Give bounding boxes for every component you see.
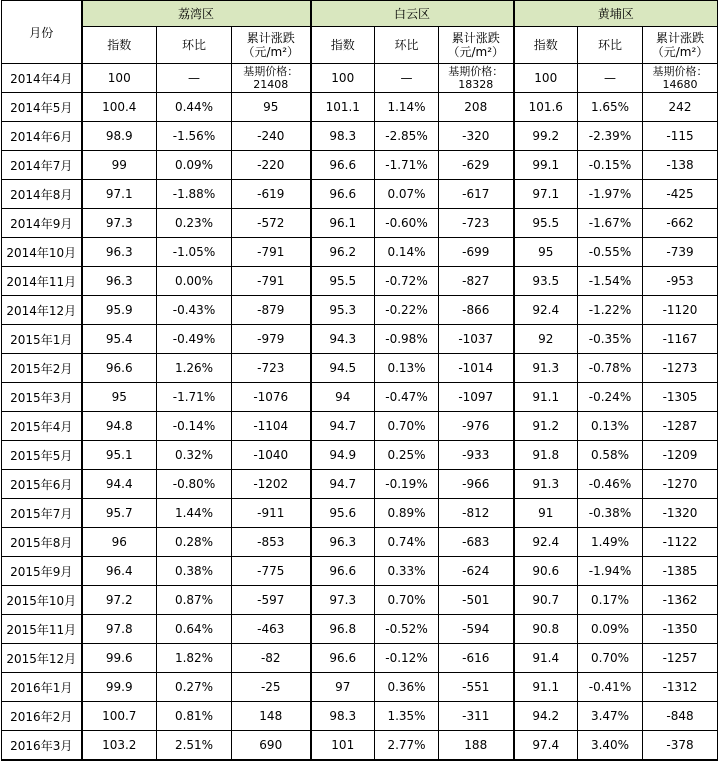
cumulative-change-cell: -848 <box>643 702 718 731</box>
mom-cell: 0.28% <box>157 528 232 557</box>
index-cell: 101.6 <box>514 93 578 122</box>
cumulative-change-cell: -953 <box>643 267 718 296</box>
month-cell: 2015年1月 <box>2 325 82 354</box>
month-cell: 2014年4月 <box>2 64 82 93</box>
mom-cell: -1.56% <box>157 122 232 151</box>
table-row <box>2 702 718 731</box>
month-cell: 2014年8月 <box>2 180 82 209</box>
cumulative-change-unit: （元/m²） <box>651 45 709 60</box>
cumulative-change-cell: -220 <box>232 151 311 180</box>
mom-cell: 0.23% <box>157 209 232 238</box>
cumulative-change-cell: -827 <box>439 267 514 296</box>
index-cell: 101.1 <box>311 93 375 122</box>
cumulative-change-cell: -1014 <box>439 354 514 383</box>
month-cell: 2014年11月 <box>2 267 82 296</box>
cumulative-change-cell: 242 <box>643 93 718 122</box>
mom-column-header: 环比 <box>157 27 232 64</box>
mom-cell: -1.05% <box>157 238 232 267</box>
mom-cell: 0.36% <box>375 673 439 702</box>
table-row <box>2 557 718 586</box>
index-cell: 98.3 <box>311 122 375 151</box>
index-cell: 94.2 <box>514 702 578 731</box>
cumulative-change-cell: -866 <box>439 296 514 325</box>
index-cell: 101 <box>311 731 375 761</box>
index-column-header: 指数 <box>311 27 375 64</box>
index-cell: 97.3 <box>82 209 157 238</box>
cumulative-change-cell: 208 <box>439 93 514 122</box>
mom-cell: -0.22% <box>375 296 439 325</box>
mom-cell: -0.47% <box>375 383 439 412</box>
table-row-base-period <box>2 64 718 93</box>
mom-cell: -0.15% <box>578 151 643 180</box>
index-cell: 95.4 <box>82 325 157 354</box>
index-cell: 99 <box>82 151 157 180</box>
month-cell: 2015年3月 <box>2 383 82 412</box>
table-row <box>2 383 718 412</box>
mom-cell: -1.22% <box>578 296 643 325</box>
mom-cell: 0.87% <box>157 586 232 615</box>
cumulative-change-cell: -662 <box>643 209 718 238</box>
cumulative-change-cell: -1104 <box>232 412 311 441</box>
mom-cell: -0.46% <box>578 470 643 499</box>
cumulative-change-cell: -791 <box>232 267 311 296</box>
table-row <box>2 267 718 296</box>
mom-cell: 0.33% <box>375 557 439 586</box>
cumulative-change-cell: -1040 <box>232 441 311 470</box>
month-column-header: 月份 <box>2 1 82 64</box>
cumulative-change-cell: -82 <box>232 644 311 673</box>
month-cell: 2016年1月 <box>2 673 82 702</box>
index-cell: 99.9 <box>82 673 157 702</box>
mom-cell: -0.14% <box>157 412 232 441</box>
mom-cell: 0.07% <box>375 180 439 209</box>
month-cell: 2015年7月 <box>2 499 82 528</box>
mom-cell: -1.71% <box>375 151 439 180</box>
index-cell: 96.3 <box>82 267 157 296</box>
cumulative-change-cell: -551 <box>439 673 514 702</box>
cumulative-change-cell: -1097 <box>439 383 514 412</box>
mom-cell: 0.81% <box>157 702 232 731</box>
cumulative-change-cell: -976 <box>439 412 514 441</box>
month-cell: 2014年6月 <box>2 122 82 151</box>
cumulative-change-label: 累计涨跌 <box>656 31 705 46</box>
mom-cell: — <box>157 64 232 93</box>
index-cell: 90.7 <box>514 586 578 615</box>
index-cell: 96.3 <box>82 238 157 267</box>
index-cell: 100 <box>82 64 157 93</box>
index-cell: 96.6 <box>311 180 375 209</box>
cumulative-change-cell: -1120 <box>643 296 718 325</box>
table-row <box>2 151 718 180</box>
table-row <box>2 93 718 122</box>
index-cell: 99.1 <box>514 151 578 180</box>
mom-cell: 1.82% <box>157 644 232 673</box>
index-cell: 95.1 <box>82 441 157 470</box>
month-cell: 2014年12月 <box>2 296 82 325</box>
index-cell: 96.6 <box>82 354 157 383</box>
mom-cell: -1.54% <box>578 267 643 296</box>
mom-cell: 1.44% <box>157 499 232 528</box>
table-row <box>2 122 718 151</box>
index-cell: 91.1 <box>514 673 578 702</box>
mom-cell: 0.70% <box>375 586 439 615</box>
index-cell: 94.9 <box>311 441 375 470</box>
mom-cell: 0.89% <box>375 499 439 528</box>
mom-cell: 0.13% <box>578 412 643 441</box>
cumulative-change-cell: -624 <box>439 557 514 586</box>
region-header-baiyun: 白云区 <box>311 1 514 27</box>
mom-cell: -1.71% <box>157 383 232 412</box>
cumulative-change-cell: -617 <box>439 180 514 209</box>
mom-cell: 0.27% <box>157 673 232 702</box>
mom-cell: -0.19% <box>375 470 439 499</box>
base-price-cell: 基期价格：18328 <box>439 64 514 93</box>
month-cell: 2015年6月 <box>2 470 82 499</box>
base-price-cell: 基期价格：21408 <box>232 64 311 93</box>
index-cell: 91.3 <box>514 470 578 499</box>
cumulative-change-cell: -320 <box>439 122 514 151</box>
table-row <box>2 238 718 267</box>
cumulative-change-cell: -1122 <box>643 528 718 557</box>
index-cell: 91.2 <box>514 412 578 441</box>
table-row <box>2 644 718 673</box>
mom-cell: 0.44% <box>157 93 232 122</box>
cumulative-change-label: 累计涨跌 <box>451 31 500 46</box>
mom-cell: -0.55% <box>578 238 643 267</box>
cumulative-change-cell: -572 <box>232 209 311 238</box>
cumulative-change-cell: -378 <box>643 731 718 761</box>
mom-cell: -2.85% <box>375 122 439 151</box>
mom-cell: 0.00% <box>157 267 232 296</box>
index-cell: 95.7 <box>82 499 157 528</box>
month-cell: 2014年9月 <box>2 209 82 238</box>
table-row <box>2 296 718 325</box>
mom-cell: 1.35% <box>375 702 439 731</box>
mom-cell: -1.97% <box>578 180 643 209</box>
index-cell: 92.4 <box>514 528 578 557</box>
cumulative-change-cell: -1076 <box>232 383 311 412</box>
index-cell: 97.3 <box>311 586 375 615</box>
index-cell: 96.6 <box>311 644 375 673</box>
index-cell: 96.3 <box>311 528 375 557</box>
index-cell: 94.3 <box>311 325 375 354</box>
cumulative-change-cell: -723 <box>439 209 514 238</box>
mom-cell: -1.88% <box>157 180 232 209</box>
index-cell: 97.1 <box>514 180 578 209</box>
index-cell: 98.9 <box>82 122 157 151</box>
mom-cell: -2.39% <box>578 122 643 151</box>
table-row <box>2 615 718 644</box>
cumulative-change-cell: -425 <box>643 180 718 209</box>
cumulative-change-cell: -911 <box>232 499 311 528</box>
index-cell: 96.2 <box>311 238 375 267</box>
mom-cell: -0.41% <box>578 673 643 702</box>
index-cell: 95.6 <box>311 499 375 528</box>
mom-cell: 1.14% <box>375 93 439 122</box>
month-cell: 2016年3月 <box>2 731 82 761</box>
cumulative-change-cell: -1273 <box>643 354 718 383</box>
mom-cell: 0.13% <box>375 354 439 383</box>
cumulative-change-cell: -1362 <box>643 586 718 615</box>
month-cell: 2015年5月 <box>2 441 82 470</box>
cumulative-change-cell: -1202 <box>232 470 311 499</box>
cumulative-change-cell: -629 <box>439 151 514 180</box>
mom-cell: 3.47% <box>578 702 643 731</box>
cumulative-change-cell: -979 <box>232 325 311 354</box>
index-column-header: 指数 <box>514 27 578 64</box>
cumulative-change-cell: -853 <box>232 528 311 557</box>
month-cell: 2015年9月 <box>2 557 82 586</box>
price-index-table <box>1 0 718 761</box>
index-cell: 100.7 <box>82 702 157 731</box>
cumulative-change-unit: （元/m²） <box>242 45 300 60</box>
mom-cell: 1.49% <box>578 528 643 557</box>
mom-cell: -0.12% <box>375 644 439 673</box>
index-cell: 92 <box>514 325 578 354</box>
cumulative-change-cell: -311 <box>439 702 514 731</box>
table-row <box>2 673 718 702</box>
cumulative-change-cell: -1385 <box>643 557 718 586</box>
mom-cell: 0.64% <box>157 615 232 644</box>
mom-cell: 0.58% <box>578 441 643 470</box>
table-row <box>2 499 718 528</box>
index-cell: 96.1 <box>311 209 375 238</box>
index-cell: 90.8 <box>514 615 578 644</box>
mom-cell: 0.09% <box>578 615 643 644</box>
mom-cell: -0.43% <box>157 296 232 325</box>
mom-cell: -0.98% <box>375 325 439 354</box>
cumulative-change-cell: 148 <box>232 702 311 731</box>
index-cell: 96.8 <box>311 615 375 644</box>
cumulative-change-label: 累计涨跌 <box>246 31 295 46</box>
index-cell: 91.8 <box>514 441 578 470</box>
index-cell: 97.4 <box>514 731 578 761</box>
index-cell: 96.4 <box>82 557 157 586</box>
index-cell: 94 <box>311 383 375 412</box>
mom-cell: -1.94% <box>578 557 643 586</box>
region-header-huangpu: 黄埔区 <box>514 1 718 27</box>
mom-cell: 0.14% <box>375 238 439 267</box>
cumulative-change-cell: -115 <box>643 122 718 151</box>
cumulative-change-cell: -791 <box>232 238 311 267</box>
index-cell: 95.9 <box>82 296 157 325</box>
mom-cell: — <box>375 64 439 93</box>
table-row <box>2 441 718 470</box>
cumulative-change-cell: -966 <box>439 470 514 499</box>
index-cell: 97.8 <box>82 615 157 644</box>
index-cell: 97.2 <box>82 586 157 615</box>
cumulative-change-cell: -775 <box>232 557 311 586</box>
cumulative-change-cell: -616 <box>439 644 514 673</box>
table-row <box>2 586 718 615</box>
cumulative-change-column-header <box>643 27 718 64</box>
index-cell: 100.4 <box>82 93 157 122</box>
cumulative-change-cell: -1209 <box>643 441 718 470</box>
index-column-header: 指数 <box>82 27 157 64</box>
cumulative-change-cell: -1350 <box>643 615 718 644</box>
cumulative-change-cell: -1270 <box>643 470 718 499</box>
cumulative-change-cell: -1257 <box>643 644 718 673</box>
mom-cell: 1.26% <box>157 354 232 383</box>
mom-cell: 0.74% <box>375 528 439 557</box>
mom-column-header: 环比 <box>375 27 439 64</box>
index-cell: 91.4 <box>514 644 578 673</box>
mom-cell: -0.78% <box>578 354 643 383</box>
index-cell: 91.1 <box>514 383 578 412</box>
mom-cell: -0.60% <box>375 209 439 238</box>
index-cell: 98.3 <box>311 702 375 731</box>
month-cell: 2015年10月 <box>2 586 82 615</box>
mom-cell: -0.35% <box>578 325 643 354</box>
mom-cell: 0.25% <box>375 441 439 470</box>
base-price-cell: 基期价格：14680 <box>643 64 718 93</box>
mom-column-header: 环比 <box>578 27 643 64</box>
index-cell: 97 <box>311 673 375 702</box>
cumulative-change-cell: -812 <box>439 499 514 528</box>
index-cell: 96.6 <box>311 557 375 586</box>
index-cell: 90.6 <box>514 557 578 586</box>
mom-cell: -0.38% <box>578 499 643 528</box>
table-row <box>2 470 718 499</box>
index-cell: 94.8 <box>82 412 157 441</box>
mom-cell: -0.49% <box>157 325 232 354</box>
index-cell: 94.4 <box>82 470 157 499</box>
cumulative-change-cell: -933 <box>439 441 514 470</box>
cumulative-change-cell: 690 <box>232 731 311 761</box>
mom-cell: 3.40% <box>578 731 643 761</box>
mom-cell: 0.32% <box>157 441 232 470</box>
cumulative-change-cell: -501 <box>439 586 514 615</box>
cumulative-change-cell: -1305 <box>643 383 718 412</box>
index-cell: 100 <box>514 64 578 93</box>
index-cell: 94.5 <box>311 354 375 383</box>
month-cell: 2014年7月 <box>2 151 82 180</box>
cumulative-change-cell: -25 <box>232 673 311 702</box>
month-cell: 2016年2月 <box>2 702 82 731</box>
table-row <box>2 731 718 761</box>
cumulative-change-unit: （元/m²） <box>447 45 505 60</box>
table-row <box>2 528 718 557</box>
index-cell: 93.5 <box>514 267 578 296</box>
cumulative-change-cell: -597 <box>232 586 311 615</box>
cumulative-change-cell: -879 <box>232 296 311 325</box>
mom-cell: -1.67% <box>578 209 643 238</box>
mom-cell: 2.51% <box>157 731 232 761</box>
cumulative-change-cell: -1167 <box>643 325 718 354</box>
mom-cell: -0.24% <box>578 383 643 412</box>
month-cell: 2015年11月 <box>2 615 82 644</box>
index-cell: 96.6 <box>311 151 375 180</box>
month-cell: 2015年2月 <box>2 354 82 383</box>
index-cell: 91 <box>514 499 578 528</box>
table-row <box>2 354 718 383</box>
month-cell: 2015年12月 <box>2 644 82 673</box>
index-cell: 95 <box>514 238 578 267</box>
cumulative-change-cell: -594 <box>439 615 514 644</box>
index-cell: 95.3 <box>311 296 375 325</box>
cumulative-change-column-header <box>232 27 311 64</box>
cumulative-change-cell: -683 <box>439 528 514 557</box>
mom-cell: 2.77% <box>375 731 439 761</box>
index-cell: 95 <box>82 383 157 412</box>
index-cell: 97.1 <box>82 180 157 209</box>
cumulative-change-cell: -699 <box>439 238 514 267</box>
cumulative-change-cell: -1320 <box>643 499 718 528</box>
index-cell: 95.5 <box>311 267 375 296</box>
mom-cell: — <box>578 64 643 93</box>
month-cell: 2015年4月 <box>2 412 82 441</box>
index-cell: 94.7 <box>311 470 375 499</box>
cumulative-change-cell: -1287 <box>643 412 718 441</box>
table-row <box>2 209 718 238</box>
mom-cell: 0.70% <box>578 644 643 673</box>
index-cell: 91.3 <box>514 354 578 383</box>
index-cell: 99.6 <box>82 644 157 673</box>
index-cell: 99.2 <box>514 122 578 151</box>
cumulative-change-cell: -619 <box>232 180 311 209</box>
month-cell: 2014年5月 <box>2 93 82 122</box>
index-cell: 103.2 <box>82 731 157 761</box>
table-row <box>2 412 718 441</box>
index-cell: 94.7 <box>311 412 375 441</box>
mom-cell: -0.52% <box>375 615 439 644</box>
cumulative-change-cell: -1312 <box>643 673 718 702</box>
cumulative-change-cell: -1037 <box>439 325 514 354</box>
mom-cell: -0.80% <box>157 470 232 499</box>
mom-cell: 0.70% <box>375 412 439 441</box>
table-row <box>2 180 718 209</box>
cumulative-change-cell: -138 <box>643 151 718 180</box>
cumulative-change-cell: -240 <box>232 122 311 151</box>
mom-cell: 0.09% <box>157 151 232 180</box>
mom-cell: 0.38% <box>157 557 232 586</box>
cumulative-change-cell: -723 <box>232 354 311 383</box>
mom-cell: 1.65% <box>578 93 643 122</box>
index-cell: 95.5 <box>514 209 578 238</box>
cumulative-change-cell: 188 <box>439 731 514 761</box>
cumulative-change-cell: 95 <box>232 93 311 122</box>
cumulative-change-column-header <box>439 27 514 64</box>
month-cell: 2015年8月 <box>2 528 82 557</box>
month-cell: 2014年10月 <box>2 238 82 267</box>
cumulative-change-cell: -739 <box>643 238 718 267</box>
index-cell: 92.4 <box>514 296 578 325</box>
region-header-liwan: 荔湾区 <box>82 1 311 27</box>
index-cell: 96 <box>82 528 157 557</box>
table-row <box>2 325 718 354</box>
mom-cell: -0.72% <box>375 267 439 296</box>
index-cell: 100 <box>311 64 375 93</box>
cumulative-change-cell: -463 <box>232 615 311 644</box>
mom-cell: 0.17% <box>578 586 643 615</box>
